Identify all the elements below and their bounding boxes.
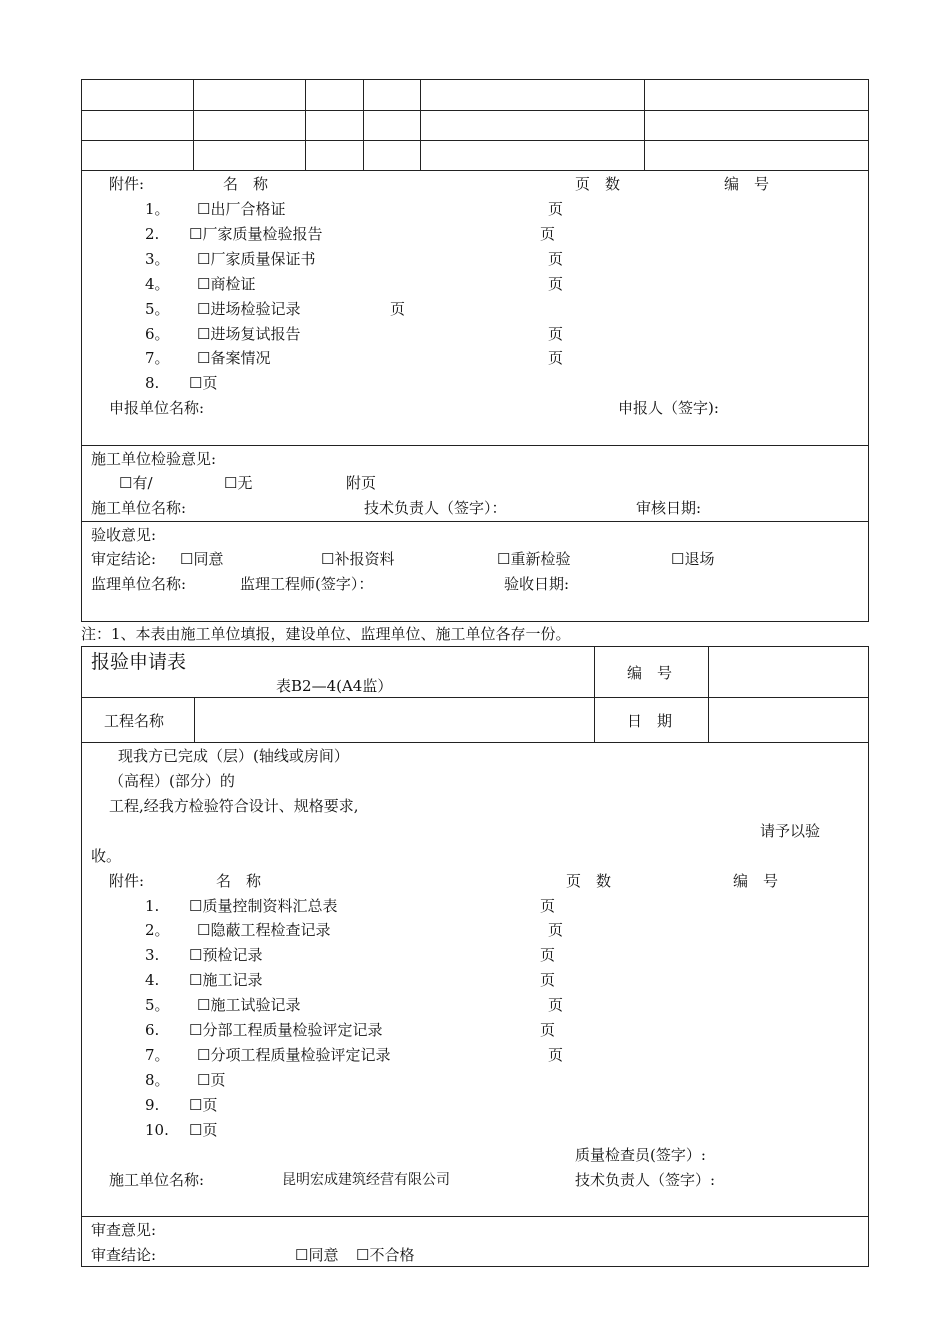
item-checkbox-text[interactable]: ☐施工记录 bbox=[189, 971, 263, 989]
footnote: 注：1、本表由施工单位填报，建设单位、监理单位、施工单位各存一份。 bbox=[81, 625, 571, 643]
item-checkbox-text[interactable]: ☐备案情况 bbox=[197, 349, 271, 367]
item-number: 6。 bbox=[145, 325, 170, 343]
number-field[interactable] bbox=[710, 650, 866, 694]
bottom-attachments-label: 附件: bbox=[109, 872, 145, 890]
divider bbox=[81, 1216, 869, 1217]
tech-lead-sign-label: 技术负责人（签字）: bbox=[575, 1171, 716, 1189]
option-no[interactable]: ☐无 bbox=[224, 474, 253, 492]
item-number: 1. bbox=[145, 897, 160, 915]
applicant-sign-label: 申报人（签字): bbox=[618, 399, 719, 417]
item-page: 页 bbox=[548, 921, 564, 939]
divider bbox=[81, 521, 869, 522]
date-label: 日 期 bbox=[627, 712, 673, 730]
item-checkbox-text[interactable]: ☐质量控制资料汇总表 bbox=[189, 897, 338, 915]
item-number: 9. bbox=[145, 1096, 160, 1114]
option-reinspect[interactable]: ☐重新检验 bbox=[497, 550, 571, 568]
item-checkbox-text[interactable]: ☐预检记录 bbox=[189, 946, 263, 964]
item-page: 页 bbox=[540, 897, 556, 915]
top-attachments-label: 附件: bbox=[109, 175, 145, 193]
tech-lead-sign-label: 技术负责人（签字）： bbox=[364, 499, 507, 517]
body-text-line: 收。 bbox=[91, 847, 122, 865]
item-page: 页 bbox=[540, 971, 556, 989]
item-page: 页 bbox=[548, 996, 564, 1014]
contractor-name-label: 施工单位名称: bbox=[109, 1171, 205, 1189]
number-label: 编 号 bbox=[627, 664, 673, 682]
option-yes[interactable]: ☐有/ bbox=[119, 474, 153, 492]
body-text-line: 工程,经我方检验符合设计、规格要求, bbox=[109, 797, 359, 815]
item-page: 页 bbox=[540, 225, 556, 243]
item-checkbox-text[interactable]: ☐施工试验记录 bbox=[197, 996, 301, 1014]
contractor-opinion-label: 施工单位检验意见: bbox=[91, 450, 217, 468]
item-page: 页 bbox=[548, 1046, 564, 1064]
item-checkbox-text[interactable]: ☐页 bbox=[189, 1121, 218, 1139]
item-number: 5。 bbox=[145, 996, 170, 1014]
item-checkbox-text[interactable]: ☐页 bbox=[189, 374, 218, 392]
item-number: 2。 bbox=[145, 921, 170, 939]
item-checkbox-text[interactable]: ☐厂家质量检验报告 bbox=[189, 225, 323, 243]
item-page: 页 bbox=[390, 300, 406, 318]
item-checkbox-text[interactable]: ☐分项工程质量检验评定记录 bbox=[197, 1046, 391, 1064]
option-return[interactable]: ☐退场 bbox=[671, 550, 715, 568]
acceptance-date-label: 验收日期: bbox=[504, 575, 570, 593]
item-number: 5。 bbox=[145, 300, 170, 318]
item-number: 3. bbox=[145, 946, 160, 964]
top-attachments-number-header: 编 号 bbox=[724, 175, 770, 193]
item-number: 8。 bbox=[145, 1071, 170, 1089]
review-conclusion-label: 审查结论: bbox=[91, 1246, 157, 1264]
item-page: 页 bbox=[548, 200, 564, 218]
item-number: 2. bbox=[145, 225, 160, 243]
item-number: 10. bbox=[145, 1121, 169, 1139]
date-field[interactable] bbox=[710, 700, 866, 740]
item-number: 3。 bbox=[145, 250, 170, 268]
supervisor-engineer-label: 监理工程师(签字）： bbox=[240, 575, 374, 593]
form-title: 报验申请表 bbox=[91, 651, 187, 673]
review-opinion-label: 审查意见: bbox=[91, 1221, 157, 1239]
body-text-line: 请予以验 bbox=[760, 822, 821, 840]
item-number: 7。 bbox=[145, 1046, 170, 1064]
item-page: 页 bbox=[548, 325, 564, 343]
item-checkbox-text[interactable]: ☐进场复试报告 bbox=[197, 325, 301, 343]
bottom-attachments-number-header: 编 号 bbox=[733, 872, 779, 890]
item-checkbox-text[interactable]: ☐页 bbox=[197, 1071, 226, 1089]
contractor-name-value: 昆明宏成建筑经营有限公司 bbox=[282, 1172, 450, 1188]
divider bbox=[81, 445, 869, 446]
item-page: 页 bbox=[548, 275, 564, 293]
body-text-line: 现我方已完成（层）(轴线或房间） bbox=[118, 747, 349, 765]
item-page: 页 bbox=[548, 349, 564, 367]
item-checkbox-text[interactable]: ☐商检证 bbox=[197, 275, 256, 293]
item-checkbox-text[interactable]: ☐隐蔽工程检查记录 bbox=[197, 921, 331, 939]
item-checkbox-text[interactable]: ☐出厂合格证 bbox=[197, 200, 286, 218]
inspector-sign-label: 质量检查员(签字）: bbox=[575, 1146, 706, 1164]
item-number: 8. bbox=[145, 374, 160, 392]
item-page: 页 bbox=[540, 946, 556, 964]
item-checkbox-text[interactable]: ☐进场检验记录 bbox=[197, 300, 301, 318]
bottom-attachments-name-header: 名 称 bbox=[216, 872, 262, 890]
item-checkbox-text[interactable]: ☐分部工程质量检验评定记录 bbox=[189, 1021, 383, 1039]
project-name-field[interactable] bbox=[196, 700, 590, 740]
option-fail[interactable]: ☐不合格 bbox=[356, 1246, 415, 1264]
project-name-label: 工程名称 bbox=[104, 712, 165, 730]
item-number: 7。 bbox=[145, 349, 170, 367]
item-number: 4. bbox=[145, 971, 160, 989]
option-supplement[interactable]: ☐补报资料 bbox=[321, 550, 395, 568]
item-checkbox-text[interactable]: ☐厂家质量保证书 bbox=[197, 250, 316, 268]
supervisor-unit-label: 监理单位名称: bbox=[91, 575, 187, 593]
option-agree[interactable]: ☐同意 bbox=[180, 550, 224, 568]
review-date-label: 审核日期: bbox=[636, 499, 702, 517]
body-text-line: （高程）(部分）的 bbox=[109, 772, 235, 790]
applicant-unit-label: 申报单位名称: bbox=[109, 399, 205, 417]
conclusion-label: 审定结论: bbox=[91, 550, 157, 568]
item-page: 页 bbox=[548, 250, 564, 268]
bottom-attachments-pages-header: 页 数 bbox=[566, 872, 612, 890]
item-checkbox-text[interactable]: ☐页 bbox=[189, 1096, 218, 1114]
item-page: 页 bbox=[540, 1021, 556, 1039]
item-number: 6. bbox=[145, 1021, 160, 1039]
top-attachments-name-header: 名 称 bbox=[223, 175, 269, 193]
attached-pages-label: 附页 bbox=[346, 474, 377, 492]
item-number: 1。 bbox=[145, 200, 170, 218]
top-attachments-pages-header: 页 数 bbox=[575, 175, 621, 193]
option-agree[interactable]: ☐同意 bbox=[295, 1246, 339, 1264]
item-number: 4。 bbox=[145, 275, 170, 293]
contractor-name-label: 施工单位名称: bbox=[91, 499, 187, 517]
form-subtitle: 表B2—4(A4监） bbox=[276, 677, 393, 695]
acceptance-opinion-label: 验收意见: bbox=[91, 526, 157, 544]
